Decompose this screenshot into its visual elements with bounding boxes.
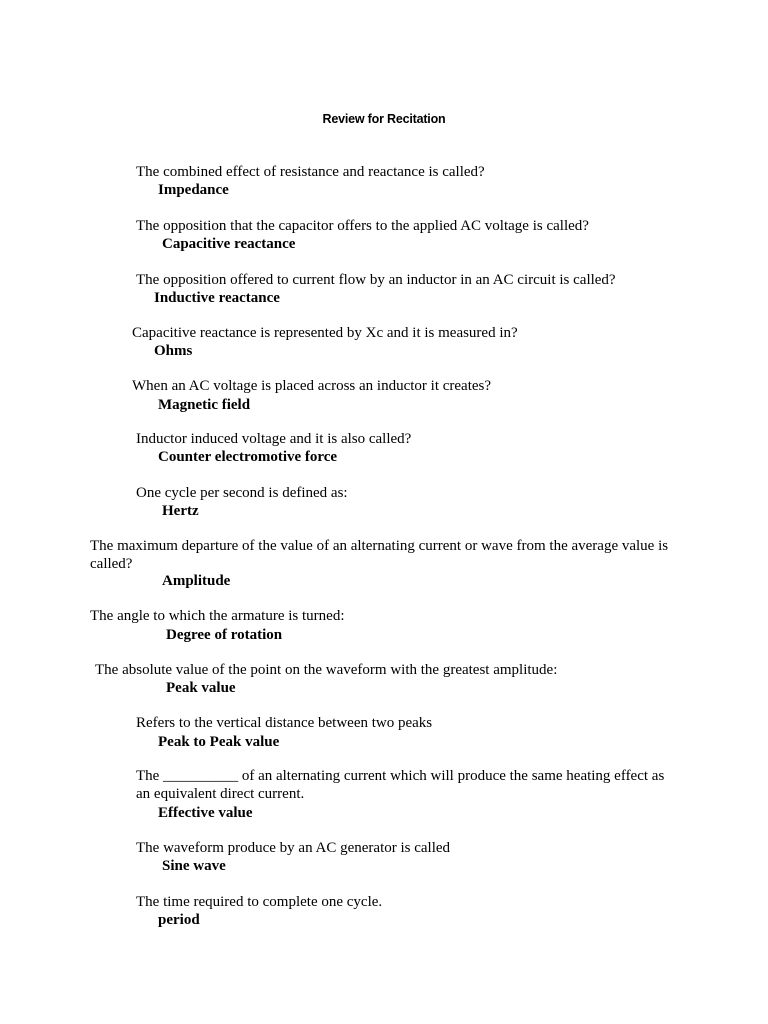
answer-12: Effective value [158, 805, 253, 821]
question-11: Refers to the vertical distance between two peaks [136, 715, 433, 731]
answer-3: Inductive reactance [154, 290, 280, 306]
question-3: The opposition offered to current flow by an inductor in an AC circuit is called? [136, 272, 616, 288]
question-10: The absolute value of the point on the waveform with the greatest amplitude: [95, 662, 558, 678]
question-1: The combined effect of resistance and reactance is called? [136, 164, 485, 180]
answer-2: Capacitive reactance [162, 236, 296, 252]
question-5: When an AC voltage is placed across an inductor it creates? [132, 378, 492, 394]
answer-10: Peak value [166, 680, 236, 696]
answer-6: Counter electromotive force [158, 449, 338, 465]
document-title: Review for Recitation [322, 112, 446, 126]
answer-9: Degree of rotation [166, 627, 283, 643]
answer-14: period [158, 912, 200, 928]
question-8: The maximum departure of the value of an alternating current or wave from the average value is called? [90, 538, 669, 572]
answer-4: Ohms [154, 343, 193, 359]
question-2: The opposition that the capacitor offers to the applied AC voltage is called? [136, 218, 589, 234]
answer-1: Impedance [158, 182, 229, 198]
question-7: One cycle per second is defined as: [136, 485, 348, 501]
question-14: The time required to complete one cycle. [136, 894, 383, 910]
question-9: The angle to which the armature is turned: [90, 608, 345, 624]
answer-13: Sine wave [162, 858, 226, 874]
question-6: Inductor induced voltage and it is also called? [136, 431, 412, 447]
answer-5: Magnetic field [158, 397, 251, 413]
question-12: The __________ of an alternating current which will produce the same heating effect as an equivalent direct current. [136, 768, 665, 802]
answer-11: Peak to Peak value [158, 734, 280, 750]
answer-7: Hertz [162, 503, 199, 519]
answer-8: Amplitude [162, 573, 231, 589]
question-13: The waveform produce by an AC generator is called [136, 840, 451, 856]
question-4: Capacitive reactance is represented by Xc and it is measured in? [132, 325, 518, 341]
